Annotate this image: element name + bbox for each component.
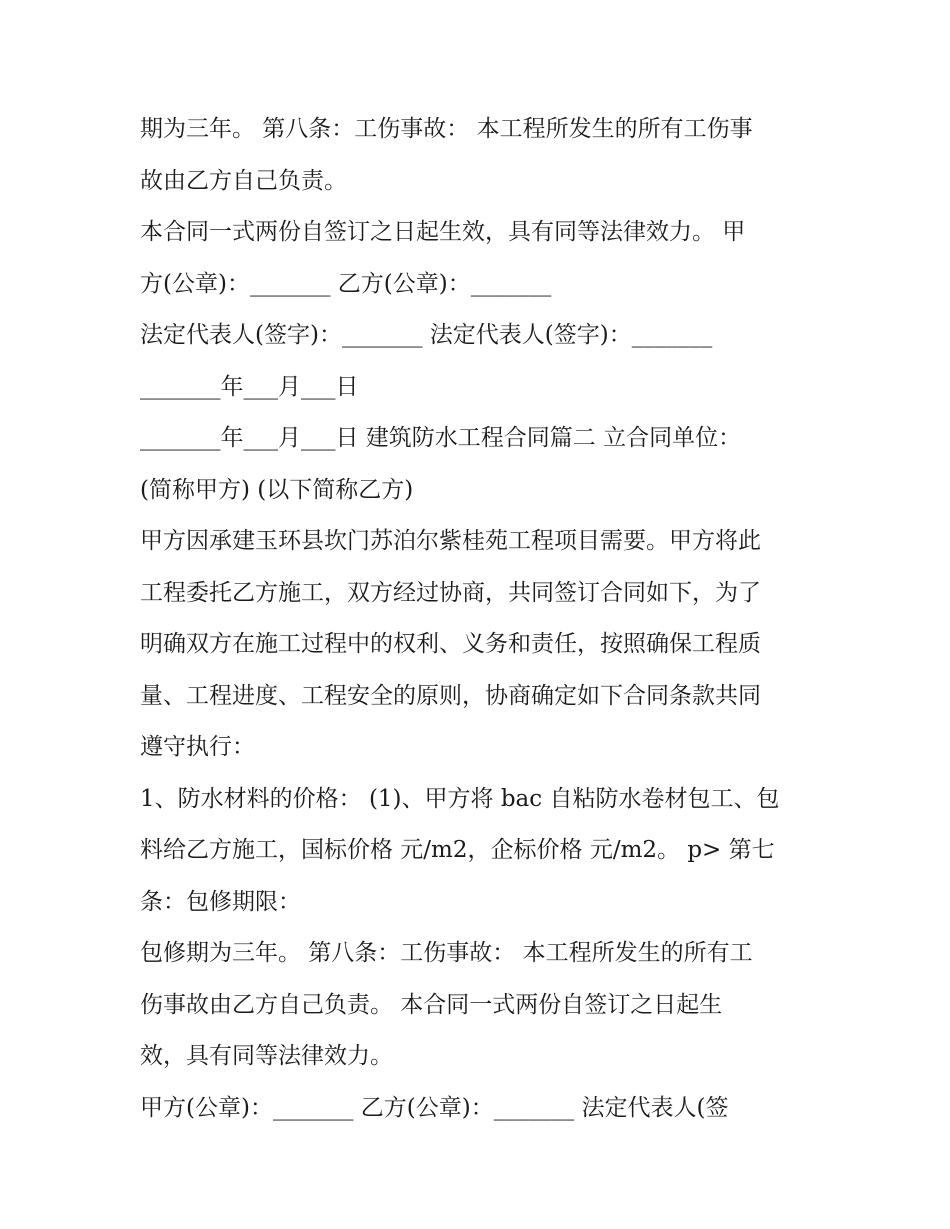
text-line: 1、防水材料的价格： (1)、甲方将 bac 自粘防水卷材包工、包 — [140, 785, 780, 812]
text-line: 本合同一式两份自签订之日起生效，具有同等法律效力。 甲 — [140, 219, 746, 245]
text-line: 法定代表人(签字)：_______ 法定代表人(签字)：_______ — [140, 322, 713, 348]
text-line: 故由乙方自己负责。 — [140, 167, 347, 194]
text-line: _______年___月___日 建筑防水工程合同篇二 立合同单位： — [140, 425, 742, 451]
text-line: _______年___月___日 — [140, 373, 359, 400]
text-line: 包修期为三年。 第八条：工伤事故： 本工程所发生的所有工 — [140, 940, 753, 966]
document-body — [140, 104, 830, 1134]
text-line: 方(公章)：_______ 乙方(公章)：_______ — [140, 270, 552, 297]
text-line: 甲方(公章)：_______ 乙方(公章)：_______ 法定代表人(签 — [140, 1094, 729, 1121]
text-line: 伤事故由乙方自己负责。 本合同一式两份自签订之日起生 — [140, 991, 723, 1018]
text-line: 量、工程进度、工程安全的原则，协商确定如下合同条款共同 — [140, 682, 761, 709]
text-line: 工程委托乙方施工，双方经过协商，共同签订合同如下，为了 — [140, 579, 761, 606]
text-line: 遵守执行： — [140, 734, 255, 760]
text-line: 条：包修期限： — [140, 888, 301, 915]
text-line: 明确双方在施工过程中的权利、义务和责任，按照确保工程质 — [140, 631, 761, 657]
text-line: (简称甲方) (以下简称乙方) — [140, 476, 414, 503]
text-line: 效，具有同等法律效力。 — [140, 1043, 393, 1069]
text-line: 期为三年。 第八条：工伤事故： 本工程所发生的所有工伤事 — [140, 116, 753, 142]
text-line: 料给乙方施工，国标价格 元/m2，企标价格 元/m2。 p> 第七 — [140, 837, 775, 863]
text-line: 甲方因承建玉环县坎门苏泊尔紫桂苑工程项目需要。甲方将此 — [140, 528, 761, 554]
